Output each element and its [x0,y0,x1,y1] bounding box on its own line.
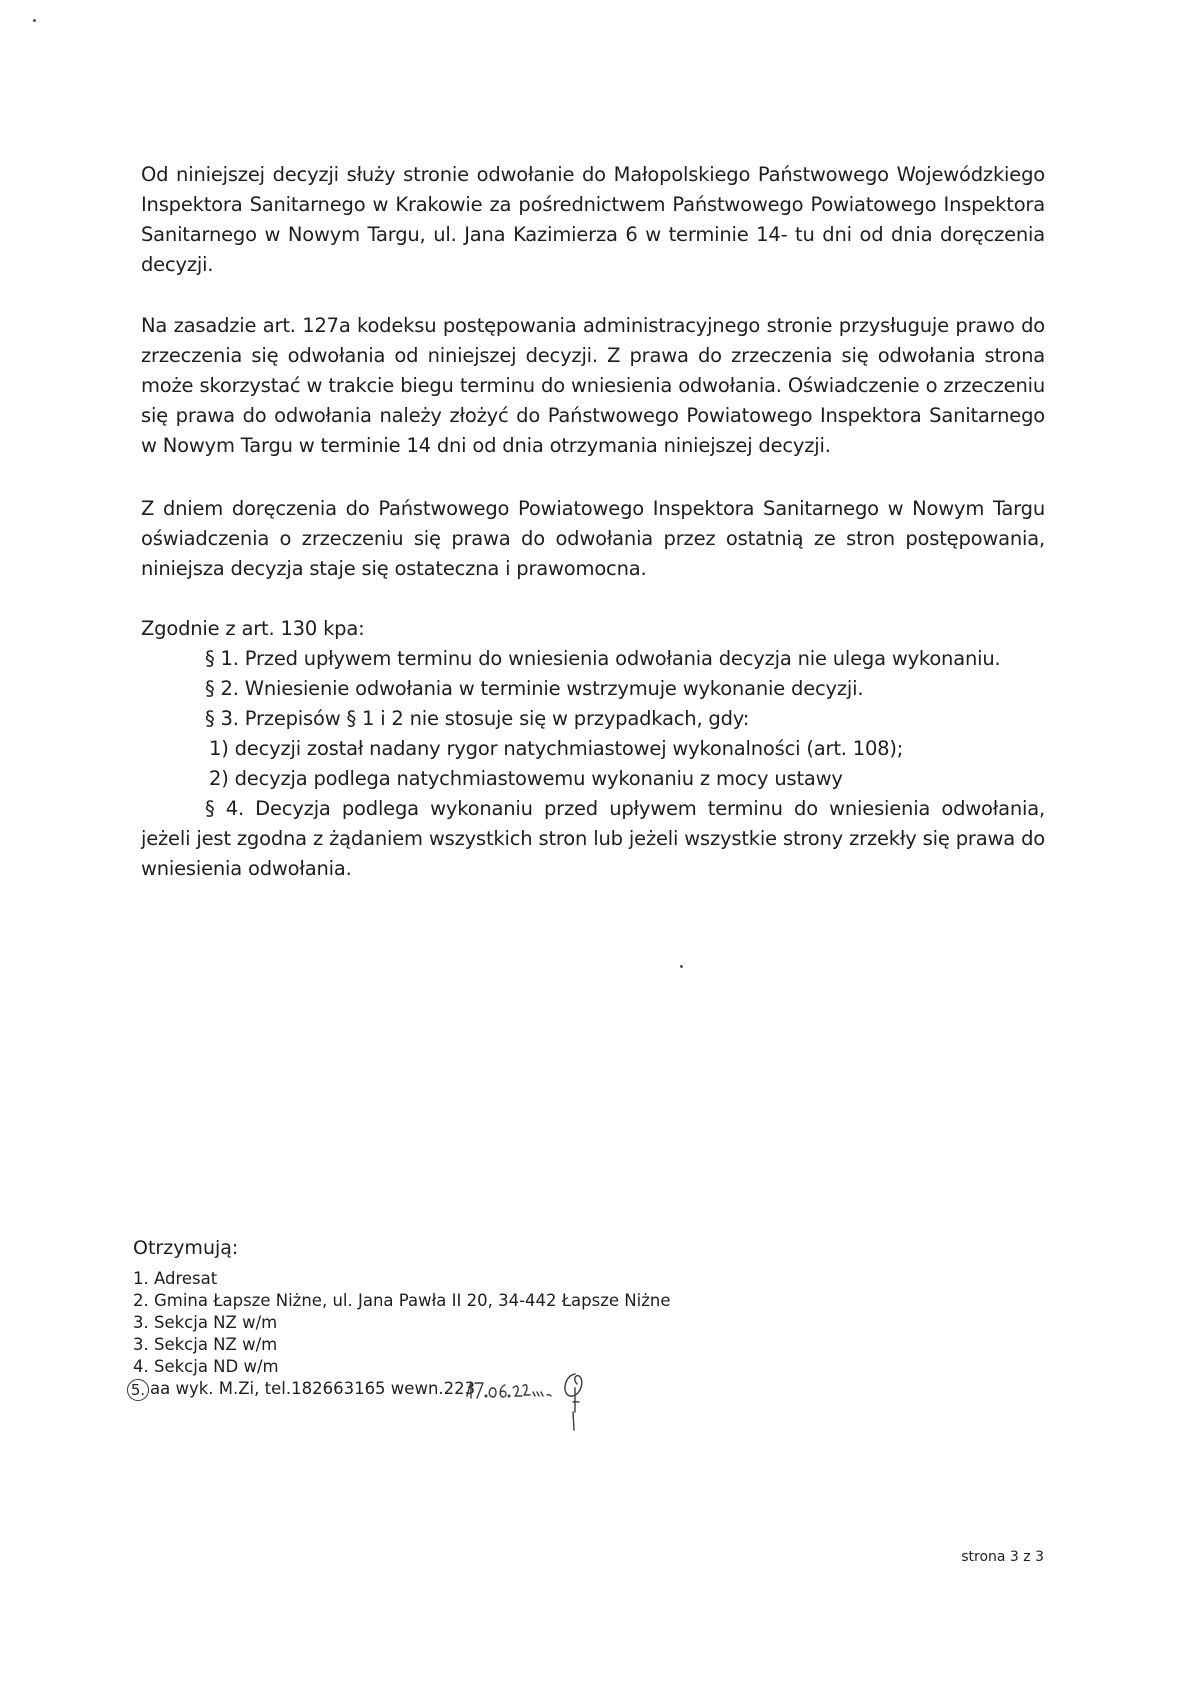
kpa-point-1: 1) decyzji został nadany rygor natychmiastowej wykonalności (art. 108); [209,737,904,760]
kpa-article-130 [141,614,1045,884]
recipient-item: 2. Gmina Łapsze Niżne, ul. Jana Pawła II 20, 34-442 Łapsze Niżne [133,1291,671,1310]
appeal-paragraph: Od niniejszej decyzji służy stronie odwołanie do Małopolskiego Państwowego Wojewódzkiego Inspektora Sanitarnego w Krakowie za pośrednictwem Państwowego Powiatowego Inspektora Sanitarnego w Nowym Targu, ul. Jana Kazimierza 6 w terminie 14- tu dni od dnia doręczenia decyzji. [141,163,1045,276]
recipient-item: 1. Adresat [133,1269,218,1288]
recipient-file-text: aa wyk. M.Zi, tel.182663165 wewn.223 [150,1379,476,1398]
kpa-section-3: § 3. Przepisów § 1 i 2 nie stosuje się w przypadkach, gdy: [205,707,750,730]
recipient-item: 3. Sekcja NZ w/m [133,1335,278,1354]
waiver-paragraph: Na zasadzie art. 127a kodeksu postępowania administracyjnego stronie przysługuje prawo do zrzeczenia się odwołania od niniejszej decyzji. Z prawa do zrzeczenia się odwołania strona może skorzystać w trakcie biegu terminu do wniesienia odwołania. Oświadczenie o zrzeczeniu się prawa do odwołania należy złożyć do Państwowego Powiatowego Inspektora Sanitarnego w Nowym Targu w terminie 14 dni od dnia otrzymania niniejszej decyzji. [141,314,1045,457]
recipients-title: Otrzymują: [133,1237,239,1259]
kpa-section-1: § 1. Przed upływem terminu do wniesienia odwołania decyzja nie ulega wykonaniu. [205,647,1001,670]
page-number: strona 3 z 3 [961,1549,1044,1565]
scan-speck [680,965,683,968]
kpa-section-2: § 2. Wniesienie odwołania w terminie wstrzymuje wykonanie decyzji. [205,677,864,700]
recipient-item: 3. Sekcja NZ w/m [133,1313,278,1332]
scan-speck [33,19,36,22]
recipient-item: 4. Sekcja ND w/m [133,1357,279,1376]
finality-paragraph: Z dniem doręczenia do Państwowego Powiatowego Inspektora Sanitarnego w Nowym Targu oświadczenia o zrzeczeniu się prawa do odwołania przez ostatnią ze stron postępowania, niniejsza decyzja staje się ostateczna i prawomocna. [141,497,1045,580]
handwritten-date-and-initials [463,1368,603,1438]
kpa-section-4: § 4. Decyzja podlega wykonaniu przed upływem terminu do wniesienia odwołania, jeżeli jest zgodna z żądaniem wszystkich stron lub jeżeli wszystkie strony zrzekły się prawa do wniesienia odwołania. [141,797,1045,880]
kpa-point-2: 2) decyzja podlega natychmiastowemu wykonaniu z mocy ustawy [209,767,843,790]
circled-number: 5. [127,1379,149,1401]
kpa-intro: Zgodnie z art. 130 kpa: [141,617,365,640]
